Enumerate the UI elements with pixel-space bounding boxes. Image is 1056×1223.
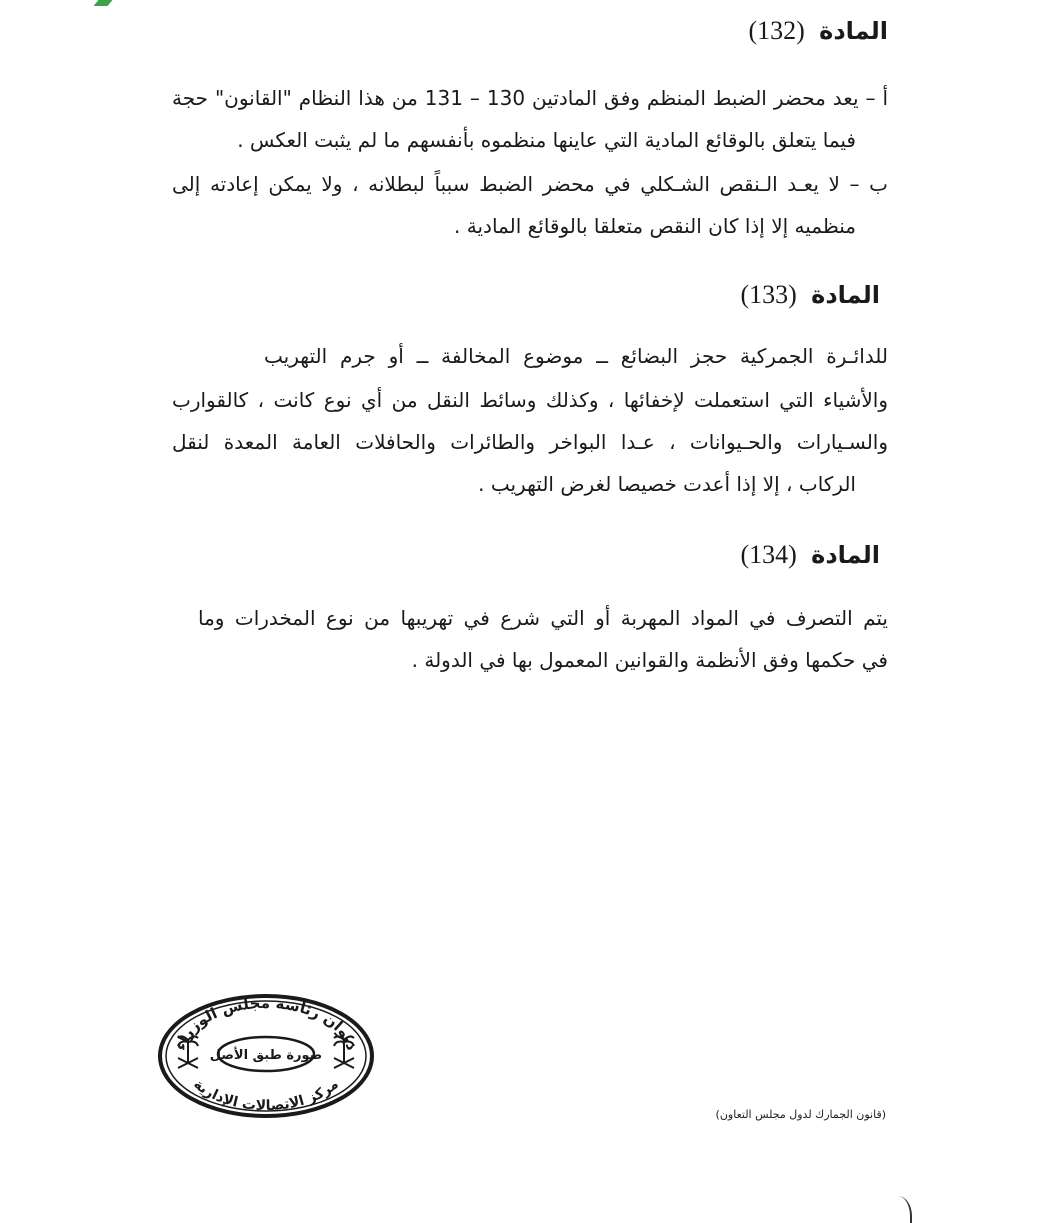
corner-mark bbox=[93, 0, 112, 6]
article-134-line-1: يتم التصرف في المواد المهربة أو التي شرع في تهريبها من نوع المخدرات وما bbox=[198, 606, 888, 630]
article-132-line-2: فيما يتعلق بالوقائع المادية التي عاينها منظموه بأنفسهم ما لم يثبت العكس . bbox=[237, 128, 856, 152]
article-number: (133) bbox=[740, 280, 797, 309]
article-132-heading bbox=[748, 16, 888, 46]
article-number: (132) bbox=[748, 16, 805, 45]
page-corner-bracket bbox=[898, 1196, 912, 1223]
palm-swords-emblem-left-icon bbox=[178, 1036, 198, 1068]
article-133-line-1: للدائـرة الجمركية حجز البضائع ــ موضوع المخالفة ــ أو جرم التهريب bbox=[264, 344, 888, 368]
article-heading-label: المادة bbox=[811, 281, 880, 309]
stamp-outer-text: ديوان رئاسة مجلس الوزراء bbox=[170, 993, 362, 1053]
article-133-line-2: والأشياء التي استعملت لإخفائها ، وكذلك وسائط النقل من أي نوع كانت ، كالقوارب bbox=[172, 388, 888, 412]
article-132-line-1: أ – يعد محضر الضبط المنظم وفق المادتين 130 – 131 من هذا النظام "القانون" حجة bbox=[172, 86, 888, 110]
article-132-line-3: ب – لا يعـد الـنقص الشـكلي في محضر الضبط سبباً لبطلانه ، ولا يمكن إعادته إلى bbox=[172, 172, 888, 196]
stamp-bottom-text: مركز الاتصالات الإدارية bbox=[190, 1076, 342, 1115]
article-133-line-3: والسـيارات والحـيوانات ، عـدا البواخر والطائرات والحافلات العامة المعدة لنقل bbox=[172, 430, 888, 454]
article-heading-label: المادة bbox=[811, 541, 880, 569]
article-132-line-4: منظميه إلا إذا كان النقص متعلقا بالوقائع المادية . bbox=[454, 214, 856, 238]
palm-swords-emblem-right-icon bbox=[334, 1036, 354, 1068]
official-stamp bbox=[156, 992, 376, 1120]
article-number: (134) bbox=[740, 540, 797, 569]
stamp-inner-text: صورة طبق الأصل bbox=[209, 1048, 323, 1063]
article-134-line-2: في حكمها وفق الأنظمة والقوانين المعمول بها في الدولة . bbox=[411, 648, 888, 672]
article-134-heading bbox=[740, 540, 880, 570]
article-133-line-4: الركاب ، إلا إذا أعدت خصيصا لغرض التهريب . bbox=[478, 472, 856, 496]
svg-text:ديوان رئاسة مجلس الوزراء bbox=[171, 994, 362, 1053]
article-heading-label: المادة bbox=[819, 17, 888, 45]
footer-note: (قانون الجمارك لدول مجلس التعاون) bbox=[715, 1108, 886, 1121]
article-133-heading bbox=[740, 280, 880, 310]
